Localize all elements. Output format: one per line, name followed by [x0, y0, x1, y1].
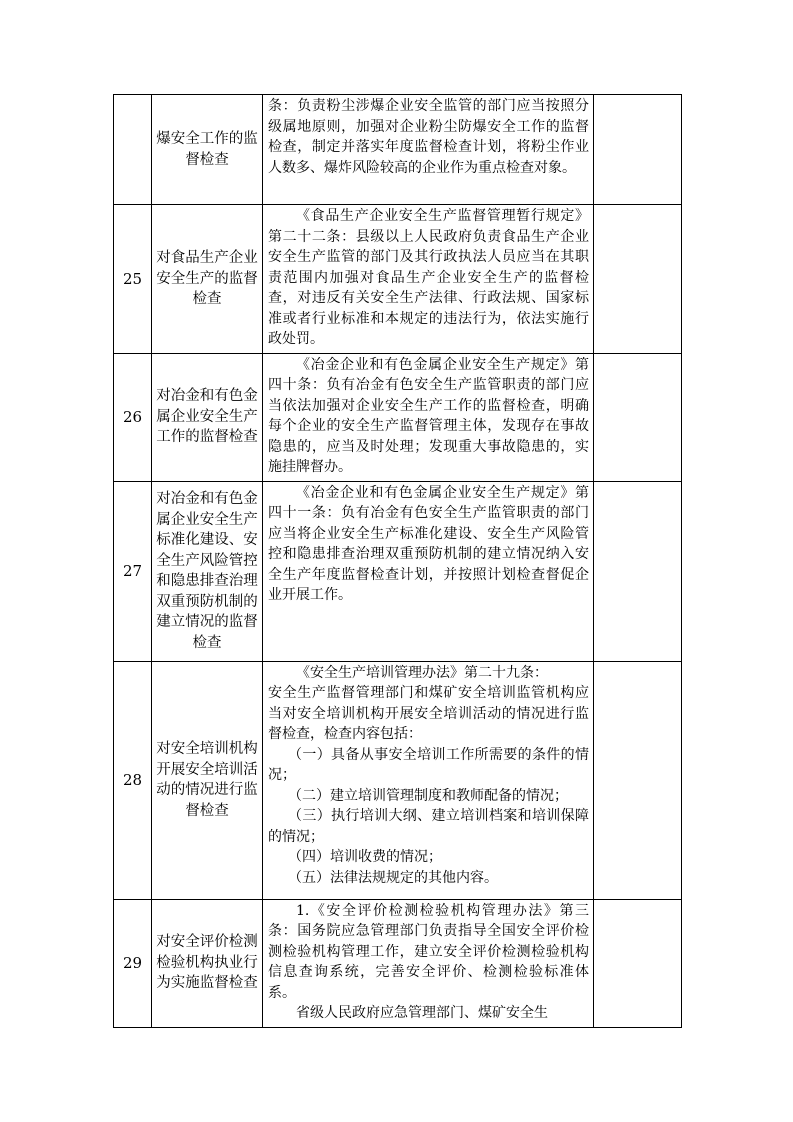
table-row	[114, 95, 682, 205]
table-row	[114, 353, 682, 481]
row-number: 25	[114, 205, 152, 354]
basis-paragraph: （五）法律法规规定的其他内容。	[288, 869, 498, 886]
row-number: 27	[114, 481, 152, 661]
basis-paragraph: 《安全生产培训管理办法》第二十九条：	[296, 664, 548, 681]
item-name: 对冶金和有色金属企业安全生产标准化建设、安全生产风险管控和隐患排查治理双重预防机制的建立情况的监督检查	[152, 481, 263, 661]
legal-basis	[263, 899, 594, 1027]
row-number: 26	[114, 353, 152, 481]
basis-paragraph: （四）培训收费的情况；	[288, 849, 442, 865]
item-name: 对食品生产企业安全生产的监督检查	[152, 205, 263, 354]
table-row	[114, 481, 682, 661]
table-row	[114, 205, 682, 354]
basis-paragraph: 1.《安全评价检测检验机构管理办法》第三条：国务院应急管理部门负责指导全国安全评价检测检验机构管理工作，建立安全评价检测检验机构信息查询系统，完善安全评价、检测检验标准体系。	[268, 902, 589, 1001]
legal-basis	[263, 205, 594, 354]
basis-paragraph: 《冶金企业和有色金属企业安全生产规定》第四十条：负有冶金有色安全生产监管职责的部门应当依法加强对企业安全生产工作的监督检查，明确每个企业的安全生产监督管理主体，发现存在事故隐患的，应当及时处理；发现重大事故隐患的，实施挂牌督办。	[268, 356, 589, 475]
remarks-cell	[594, 353, 682, 481]
legal-basis	[263, 661, 594, 899]
basis-paragraph: 《食品生产企业安全生产监督管理暂行规定》第二十二条：县级以上人民政府负责食品生产企业安全生产监管的部门及其行政执法人员应当在其职责范围内加强对食品生产企业安全生产的监督检查，对违反有关安全生产法律、行政法规、国家标准或者行业标准和本规定的违法行为，依法实施行政处罚。	[268, 208, 589, 347]
item-name: 对安全培训机构开展安全培训活动的情况进行监督检查	[152, 661, 263, 899]
remarks-cell	[594, 95, 682, 205]
legal-basis	[263, 481, 594, 661]
basis-paragraph: （三）执行培训大纲、建立培训档案和培训保障的情况；	[268, 808, 589, 845]
table-row	[114, 661, 682, 899]
basis-paragraph: 安全生产监督管理部门和煤矿安全培训监管机构应当对安全培训机构开展安全培训活动的情况进行监督检查，检查内容包括：	[268, 685, 589, 742]
row-number	[114, 95, 152, 205]
remarks-cell	[594, 899, 682, 1027]
remarks-cell	[594, 205, 682, 354]
supervision-items-table	[113, 94, 682, 1028]
item-name: 对冶金和有色金属企业安全生产工作的监督检查	[152, 353, 263, 481]
legal-basis	[263, 353, 594, 481]
legal-basis	[263, 95, 594, 205]
table-row	[114, 899, 682, 1027]
row-number: 28	[114, 661, 152, 899]
basis-paragraph: 条：负责粉尘涉爆企业安全监管的部门应当按照分级属地原则，加强对企业粉尘防爆安全工作的监督检查，制定并落实年度监督检查计划，将粉尘作业人数多、爆炸风险较高的企业作为重点检查对象。	[268, 98, 589, 176]
basis-paragraph: 省级人民政府应急管理部门、煤矿安全生	[296, 1005, 548, 1021]
item-name: 对安全评价检测检验机构执业行为实施监督检查	[152, 899, 263, 1027]
row-number: 29	[114, 899, 152, 1027]
remarks-cell	[594, 481, 682, 661]
item-name: 爆安全工作的监督检查	[152, 95, 263, 205]
basis-paragraph: （一）具备从事安全培训工作所需要的条件的情况；	[268, 746, 589, 783]
remarks-cell	[594, 661, 682, 899]
basis-paragraph: （二）建立培训管理制度和教师配备的情况；	[288, 787, 568, 804]
basis-paragraph: 《冶金企业和有色金属企业安全生产规定》第四十一条：负有冶金有色安全生产监管职责的部门应当将企业安全生产标准化建设、安全生产风险管控和隐患排查治理双重预防机制的建立情况纳入安全生产年度监督检查计划，并按照计划检查督促企业开展工作。	[268, 484, 589, 603]
